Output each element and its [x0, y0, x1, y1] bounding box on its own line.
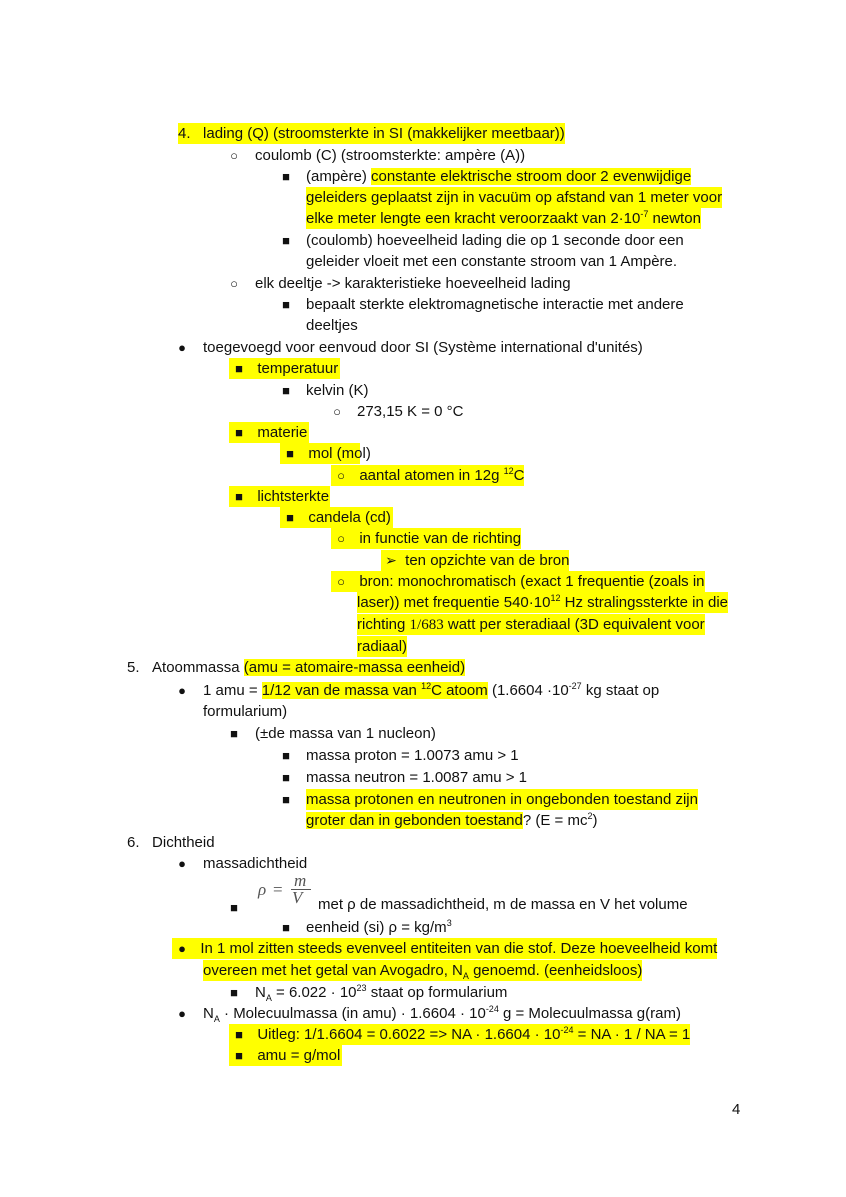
disc-bullet-icon: ● — [178, 941, 186, 956]
highlight-text: = NA · 1 / NA = 1 — [573, 1026, 691, 1043]
highlight-text: groter dan in gebonden toestand — [306, 812, 523, 829]
square-bullet-icon: ■ — [282, 920, 290, 935]
circle-bullet-icon: ○ — [230, 276, 238, 291]
superscript: 2 — [587, 811, 593, 821]
highlight-text-part: 1/12 van de massa van — [261, 682, 422, 699]
list-text: (1.6604 ·10 — [487, 682, 569, 699]
list-text: massa proton = 1.0073 amu > 1 — [306, 747, 519, 764]
square-bullet-icon: ■ — [230, 726, 238, 741]
list-item — [306, 810, 597, 831]
highlight-text: Uitleg: 1/1.6604 = 0.6022 => NA · 1.6604 · 10 — [257, 1026, 561, 1043]
list-text: massa neutron = 1.0087 amu > 1 — [306, 769, 527, 786]
formula-rho: ρ — [258, 880, 267, 899]
square-bullet-icon: ■ — [230, 985, 238, 1000]
list-text: kg staat op — [581, 682, 660, 699]
circle-bullet-icon: ○ — [337, 468, 345, 483]
list-number: 4. — [178, 125, 191, 142]
disc-bullet-icon: ● — [178, 340, 186, 355]
list-text: met ρ de massadichtheid, m de massa en V het volume — [318, 896, 688, 913]
list-item — [381, 550, 569, 571]
superscript: -7 — [640, 209, 649, 219]
list-text: massadichtheid — [203, 855, 308, 872]
list-text: bepaalt sterkte elektromagnetische interactie met andere — [306, 296, 684, 313]
list-text: toegevoegd voor eenvoud door SI (Système international d'unités) — [203, 339, 643, 356]
disc-bullet-icon: ● — [178, 1006, 186, 1021]
list-text: N — [255, 984, 266, 1001]
fraction-text: 1/683 — [409, 617, 444, 633]
highlight-text-part: laser)) met frequentie 540·10 — [357, 594, 551, 611]
list-text: materie — [257, 424, 308, 441]
list-item — [172, 938, 717, 959]
highlight-text-part: overeen met het getal van Avogadro, N — [203, 962, 463, 979]
highlight-text: (amu = atomaire-massa eenheid) — [243, 659, 466, 676]
list-text: deeltjes — [306, 317, 358, 334]
list-text: mol (mol) — [308, 445, 371, 462]
highlight-text-part: newton — [648, 210, 701, 227]
square-bullet-icon: ■ — [282, 297, 290, 312]
square-bullet-icon: ■ — [282, 233, 290, 248]
list-text: candela (cd) — [308, 509, 391, 526]
superscript: -24 — [485, 1004, 499, 1014]
list-text: (coulomb) hoeveelheid lading die op 1 seconde door een — [306, 232, 684, 249]
list-item — [306, 917, 452, 938]
highlight-text — [203, 960, 642, 981]
list-text: ? (E = mc — [522, 812, 588, 829]
highlight-text: amu = g/mol — [257, 1047, 341, 1064]
list-text: = 6.022 · 10 — [271, 984, 357, 1001]
disc-bullet-icon: ● — [178, 683, 186, 698]
list-text: (±de massa van 1 nucleon) — [255, 725, 436, 742]
circle-bullet-icon: ○ — [337, 574, 345, 589]
subscript: A — [213, 1014, 220, 1024]
square-bullet-icon: ■ — [282, 770, 290, 785]
section-title: Dichtheid — [152, 834, 215, 851]
subscript: A — [462, 971, 469, 981]
list-text: bron: monochromatisch (exact 1 frequentie (zoals in — [359, 573, 705, 590]
square-bullet-icon: ■ — [230, 900, 238, 915]
list-number: 6. — [127, 834, 140, 851]
highlight-text: massa protonen en neutronen in ongebonden toestand zijn — [306, 791, 698, 808]
list-text: lading (Q) (stroomsterkte in SI (makkelijker meetbaar)) — [203, 125, 565, 142]
page-number: 4 — [732, 1101, 741, 1118]
square-bullet-icon: ■ — [235, 1048, 243, 1063]
list-item — [229, 1024, 690, 1045]
square-bullet-icon: ■ — [282, 792, 290, 807]
list-item — [331, 571, 705, 592]
highlight-text: constante elektrische stroom door 2 evenwijdige — [371, 168, 692, 185]
highlight-text: In 1 mol zitten steeds evenveel entiteiten van die stof. Deze hoeveelheid komt — [200, 940, 718, 957]
square-bullet-icon: ■ — [282, 169, 290, 184]
list-text: temperatuur — [257, 360, 339, 377]
list-text: kelvin (K) — [306, 382, 369, 399]
list-item — [203, 680, 659, 701]
list-item — [331, 528, 521, 549]
list-text: C — [513, 467, 525, 484]
superscript: -24 — [560, 1025, 574, 1035]
list-item — [229, 486, 330, 507]
square-bullet-icon: ■ — [282, 383, 290, 398]
arrow-bullet-icon: ➢ — [385, 552, 397, 568]
list-text: N — [203, 1005, 214, 1022]
list-text: aantal atomen in 12g — [359, 467, 504, 484]
highlight-text — [357, 614, 705, 635]
list-text: ten opzichte van de bron — [405, 552, 570, 569]
list-text: elk deeltje -> karakteristieke hoeveelheid lading — [255, 275, 571, 292]
list-item — [178, 123, 565, 144]
list-text: in functie van de richting — [359, 530, 522, 547]
list-text: 273,15 K = 0 °C — [357, 403, 464, 420]
list-item — [127, 832, 215, 853]
square-bullet-icon: ■ — [235, 489, 243, 504]
circle-bullet-icon: ○ — [230, 148, 238, 163]
list-text: (ampère) — [306, 168, 372, 185]
formula-numerator: m — [294, 871, 307, 890]
section-title: Atoommassa — [152, 659, 244, 676]
list-item — [229, 1045, 342, 1066]
disc-bullet-icon: ● — [178, 856, 186, 871]
square-bullet-icon: ■ — [282, 748, 290, 763]
square-bullet-icon: ■ — [235, 425, 243, 440]
list-item — [255, 982, 507, 1003]
highlight-text — [262, 682, 488, 699]
highlight-text-part: elke meter lengte een kracht veroorzaakt van 2·10 — [306, 210, 641, 227]
list-item — [280, 507, 393, 528]
list-text: formularium) — [203, 703, 288, 720]
superscript: 23 — [356, 983, 367, 993]
list-item — [280, 443, 371, 464]
list-number: 5. — [127, 659, 140, 676]
square-bullet-icon: ■ — [235, 1027, 243, 1042]
list-text: ) — [592, 812, 598, 829]
square-bullet-icon: ■ — [235, 361, 243, 376]
list-text: geleider vloeit met een constante stroom van 1 Ampère. — [306, 253, 678, 270]
formula-denominator: V — [292, 888, 303, 907]
circle-bullet-icon: ○ — [333, 404, 341, 419]
superscript: -27 — [568, 681, 582, 691]
superscript: 12 — [503, 466, 514, 476]
list-text: coulomb (C) (stroomsterkte: ampère (A)) — [255, 147, 526, 164]
list-item — [331, 465, 524, 486]
highlight-text-part: Hz stralingssterkte in die — [560, 594, 729, 611]
list-item — [127, 657, 465, 678]
list-text: eenheid (si) ρ = kg/m — [306, 919, 447, 936]
highlight-text-part: C atoom — [431, 682, 488, 699]
highlight-text — [357, 592, 728, 613]
superscript: 3 — [446, 918, 452, 928]
list-item — [229, 422, 309, 443]
highlight-text — [306, 208, 701, 229]
list-item — [306, 166, 691, 187]
list-text: g = Molecuulmassa g(ram) — [498, 1005, 681, 1022]
highlight-text-part: genoemd. (eenheidsloos) — [468, 962, 643, 979]
square-bullet-icon: ■ — [286, 446, 294, 461]
list-text: lichtsterkte — [257, 488, 330, 505]
list-text: 1 amu = — [203, 682, 262, 699]
highlight-text-part: watt per steradiaal (3D equivalent voor — [443, 616, 705, 633]
list-item — [203, 1003, 681, 1024]
list-text: staat op formularium — [366, 984, 508, 1001]
list-item — [229, 358, 340, 379]
square-bullet-icon: ■ — [286, 510, 294, 525]
list-text: · Molecuulmassa (in amu) · 1.6604 · 10 — [219, 1005, 486, 1022]
subscript: A — [265, 993, 272, 1003]
highlight-text: radiaal) — [357, 638, 408, 655]
superscript: 12 — [421, 681, 432, 691]
circle-bullet-icon: ○ — [337, 531, 345, 546]
superscript: 12 — [550, 593, 561, 603]
density-formula — [255, 871, 315, 907]
highlight-text-part: richting — [357, 616, 410, 633]
formula-equals: = — [273, 880, 283, 899]
highlight-text: geleiders geplaatst zijn in vacuüm op afstand van 1 meter voor — [306, 189, 723, 206]
